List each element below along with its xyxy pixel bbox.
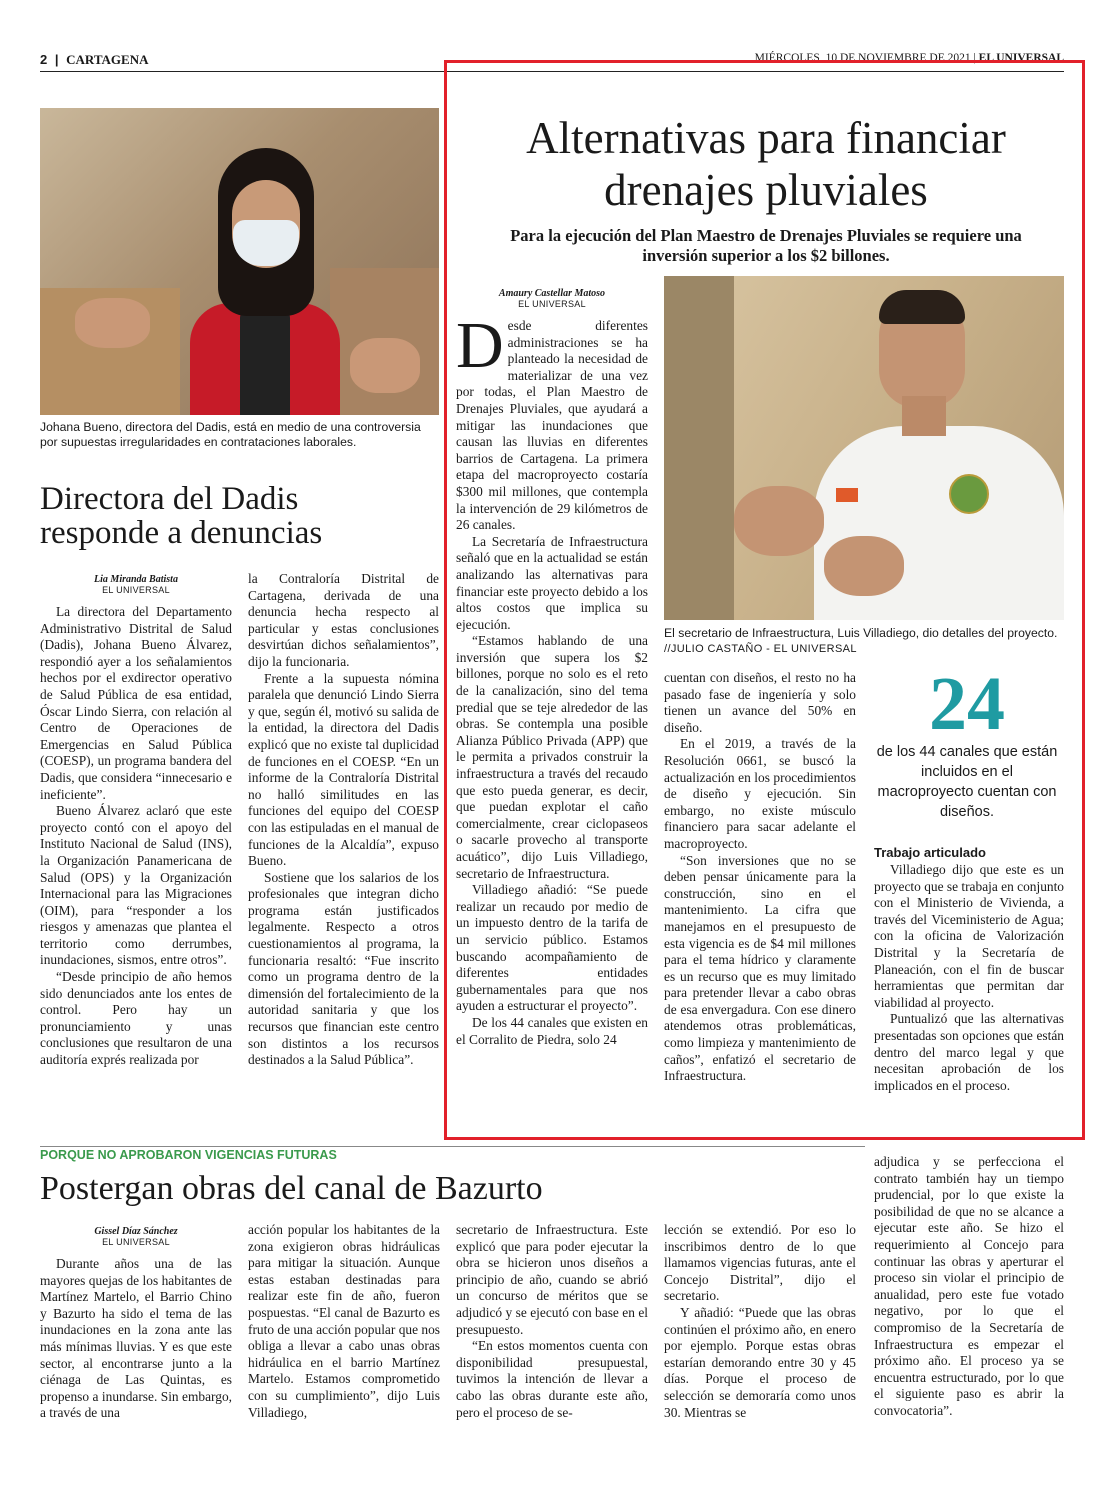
bottom-col-1 — [40, 1226, 232, 1422]
dateline: MIÉRCOLES, 10 DE NOVIEMBRE DE 2021 — [754, 52, 971, 64]
paragraph: Y añadió: “Puede que las obras continúen el próximo año, en enero por ejemplo. Porque estas obras estarían demorando entre 30 y 45 días. Porque el proceso de selección se demoraría como unos 30. Mientras se — [664, 1304, 856, 1420]
paragraph: cuentan con diseños, el resto no ha pasado fase de ingeniería y solo tienen un avance del 50% en diseño. — [664, 670, 856, 735]
page-header: 2 | CARTAGENA MIÉRCOLES, 10 DE NOVIEMBRE DE 2021 | EL UNIVERSAL — [40, 52, 1064, 67]
stat-number: 24 — [929, 662, 1005, 746]
paragraph: Desde diferentes administraciones se ha planteado la necesidad de materializar de una vez por todas, el Plan Maestro de Drenajes Pluviales, que ayudará a mitigar las inundaciones que causan las lluvias en diferentes barrios de Cartagena. La primera etapa del macroproyecto costaría $300 mil millones, que contempla la intervención de 29 kilómetros de 26 canales. — [456, 309, 648, 533]
paragraph: “En estos momentos cuenta con disponibilidad presupuestal, tuvimos la intención de llevar a cabo las obras durante este año, pero el proceso de se- — [456, 1338, 648, 1420]
bottom-byline: Gissel Díaz Sánchez EL UNIVERSAL — [94, 1226, 178, 1247]
main-col-1 — [456, 288, 648, 1048]
main-byline: Amaury Castellar Matoso EL UNIVERSAL — [498, 288, 606, 309]
paragraph: lección se extendió. Por eso lo inscribimos dentro de lo que llamamos vigencias futuras, ante el Concejo Distrital”, dijo el secretario. — [664, 1222, 856, 1304]
paragraph: Villadiego añadió: “Se puede realizar un recaudo por medio de un impuesto dentro de la tarifa de un servicio público. Estamos buscando acompañamiento de diferentes entidades gubernamentales para que nos ayuden a estructurar el proyecto”. — [456, 882, 648, 1014]
bottom-story-title: Postergan obras del canal de Bazurto — [40, 1170, 543, 1207]
main-col-3 — [874, 845, 1064, 1094]
main-story-title: Alternativas para financiar drenajes pluviales — [526, 113, 1006, 215]
paragraph: Durante años una de las mayores quejas de los habitantes de Martínez Martelo, el Barrio Chino y Bazurto ha sido el tema de las inundaciones en la zona ante las más mínimas lluvias. Y es que este sector, al encontrarse junto a la ciénaga de Las Quintas, es propenso a inundarse. Sin embargo, a través de una — [40, 1256, 232, 1421]
left-story-title: Directora del Dadis responde a denuncias — [40, 481, 323, 551]
paragraph: “Estamos hablando de una inversión que supera los $2 billones, porque no solo es el reto de la canalización, sino del tema predial que se teje alrededor de las obras. Se contempla una posible Alianza Público Privada (APP) que le permita a privados construir la infraestructura a través del recaudo que esto pueda generar, es decir, que puedan explotar el caño comercialmente, crear ciclopaseos o sacarle provecho al transporte acuático”, dijo Luis Villadiego, secretario de Infraestructura. — [456, 633, 648, 881]
paragraph: En el 2019, a través de la Resolución 0661, se buscó la actualización en los procedimientos de diseño y ejecución. Sin embargo, no existe músculo financiero para sacar adelante el macroproyecto. — [664, 736, 856, 851]
paragraph: acción popular los habitantes de la zona exigieron obras hidráulicas para mitigar la situación. Aunque estas estaban destinadas para realizar este fin de año, fueron pospuestas. “El canal de Bazurto es fruto de una acción popular que nos obliga a llevar a cabo unas obras hidráulica en el barrio Martínez Martelo. Estamos comprometido con su cumplimiento”, dijo Luis Villadiego, — [248, 1222, 440, 1420]
paragraph: secretario de Infraestructura. Este explicó que para poder ejecutar la obra se hicieron unos diseños a principio de año, cuando se abrió un concurso de méritos que se adjudicó y se ejecutó con base en el presupuesto. — [456, 1222, 648, 1337]
stat-text: de los 44 canales que están incluidos en el macroproyecto cuentan con diseños. — [876, 744, 1058, 820]
paragraph: adjudica y se perfecciona el contrato también hay un tiempo prudencial, por lo que existe la posibilidad de que no se alcance a ejecutar este año. Se hizo el requerimiento al Concejo para continuar las obras y aperturar el proceso sin violar el principio de anualidad, pero este fue votado negativo, por lo que el compromiso de la Secretaría de Infraestructura es empezar el próximo año. El proceso ya se encuentra estructurado, por lo que el siguiente paso es abrir la convocatoria”. — [874, 1154, 1064, 1418]
paragraph: “Desde principio de año hemos sido denunciados ante los entes de control. Pero hay un pronunciamiento y unas conclusiones que resultaron de una auditoría exprés realizada por — [40, 969, 232, 1068]
paragraph: Bueno Álvarez aclaró que este proyecto contó con el apoyo del Instituto Nacional de Salud (INS), la Organización Panamericana de Salud (OPS) y la Organización Internacional para las Migraciones (OIM), para “responder a los riesgos y amenazas que plantea el territorio como derrumbes, inundaciones, sismos, entre otros”. — [40, 803, 232, 968]
bottom-col-5 — [874, 1154, 1064, 1420]
paragraph: Frente a la supuesta nómina paralela que denunció Lindo Sierra y que, según él, motivó su salida de la entidad, la directora del Dadis explicó que no existe tal duplicidad de funciones en el COESP. “En un informe de la Contraloría Distrital no halló similitudes en las funciones del equipo del COESP con las estipuladas en el manual de funciones de la Alcaldía”, expuso Bueno. — [248, 670, 439, 869]
bottom-kicker: PORQUE NO APROBARON VIGENCIAS FUTURAS — [40, 1148, 337, 1162]
drop-cap: D — [456, 309, 504, 382]
main-col-1-text — [456, 309, 648, 1048]
left-photo-caption: Johana Bueno, directora del Dadis, está en medio de una controversia por supuestas irregularidades en contrataciones laborales. — [40, 420, 421, 449]
paragraph: Sostiene que los salarios de los profesionales que integran dicho programa están justificados legalmente. Respecto a otros cuestionamientos al programa, la funcionaria resaltó: “Fue inscrito como un programa dentro de la dimensión del fortalecimiento de la autoridad sanitaria y que los recursos que financian este centro son distintos a los recursos destinados a la Salud Pública”. — [248, 869, 439, 1068]
photo-credit: //JULIO CASTAÑO - EL UNIVERSAL — [664, 643, 857, 655]
paragraph: la Contraloría Distrital de Cartagena, derivada de una denuncia hecha respecto al particular y estas conclusiones desvirtúan dichos señalamientos”, dijo la funcionaria. — [248, 571, 439, 669]
subhead: Trabajo articulado — [874, 845, 986, 860]
left-col-1 — [40, 574, 232, 1069]
left-col-1-text — [40, 604, 232, 1069]
paragraph: Puntualizó que las alternativas presentadas son opciones que están dentro del marco legal y que necesitan aprobación de los implicados en el proceso. — [874, 1011, 1064, 1093]
bottom-rule — [40, 1146, 865, 1147]
paragraph: “Son inversiones que no se deben pensar únicamente para la construcción, sino en el mantenimiento. La cifra que manejamos en el presupuesto de esta vigencia es de $4 mil millones para el tema hídrico y claramente es un recurso que es muy limitado para pretender llevar a cabo obras de esa envergadura. Con ese dinero atendemos otras problemáticas, como limpieza y mantenimiento de caños”, enfatizó el secretario de Infraestructura. — [664, 852, 856, 1084]
section-name: CARTAGENA — [66, 52, 149, 67]
luis-villadiego-photo — [664, 276, 1064, 620]
main-photo-caption: El secretario de Infraestructura, Luis Villadiego, dio detalles del proyecto. //JULIO CASTAÑO - EL UNIVERSAL — [664, 626, 1058, 655]
bottom-col-2 — [248, 1222, 440, 1421]
page-number: 2 — [40, 52, 48, 67]
left-col-2 — [248, 571, 439, 1069]
bottom-col-4 — [664, 1222, 856, 1421]
paragraph: La Secretaría de Infraestructura señaló que en la actualidad se están analizando las alternativas para financiar este proyecto debido a los altos costos que implica su ejecución. — [456, 533, 648, 632]
bottom-col-3 — [456, 1222, 648, 1421]
paragraph: La directora del Departamento Administrativo Distrital de Salud (Dadis), Johana Bueno Álvarez, respondió ayer a los señalamientos hechos por el exdirector operativo de Salud Pública de esa entidad, Óscar Lindo Sierra, con relación al Centro de Operaciones de Emergencias en Salud Pública (COESP), un programa bandera del Dadis, que considera “innecesario e ineficiente”. — [40, 604, 232, 802]
paper-name: EL UNIVERSAL — [978, 52, 1064, 64]
left-byline: Lia Miranda Batista EL UNIVERSAL — [94, 574, 178, 595]
main-col-2 — [664, 670, 856, 1085]
main-story-subtitle: Para la ejecución del Plan Maestro de Drenajes Pluviales se requiere una inversión superior a los $2 billones. — [510, 226, 1022, 265]
paragraph: De los 44 canales que existen en el Corralito de Piedra, solo 24 — [456, 1014, 648, 1047]
johana-bueno-photo — [40, 108, 439, 415]
paragraph: Villadiego dijo que este es un proyecto que se trabaja en conjunto con el Ministerio de Vivienda, a través del Viceministerio de Agua; con la oficina de Valorización Distrital y la Secretaría de Planeación, con el fin de buscar herramientas que permitan dar viabilidad al proyecto. — [874, 862, 1064, 1010]
